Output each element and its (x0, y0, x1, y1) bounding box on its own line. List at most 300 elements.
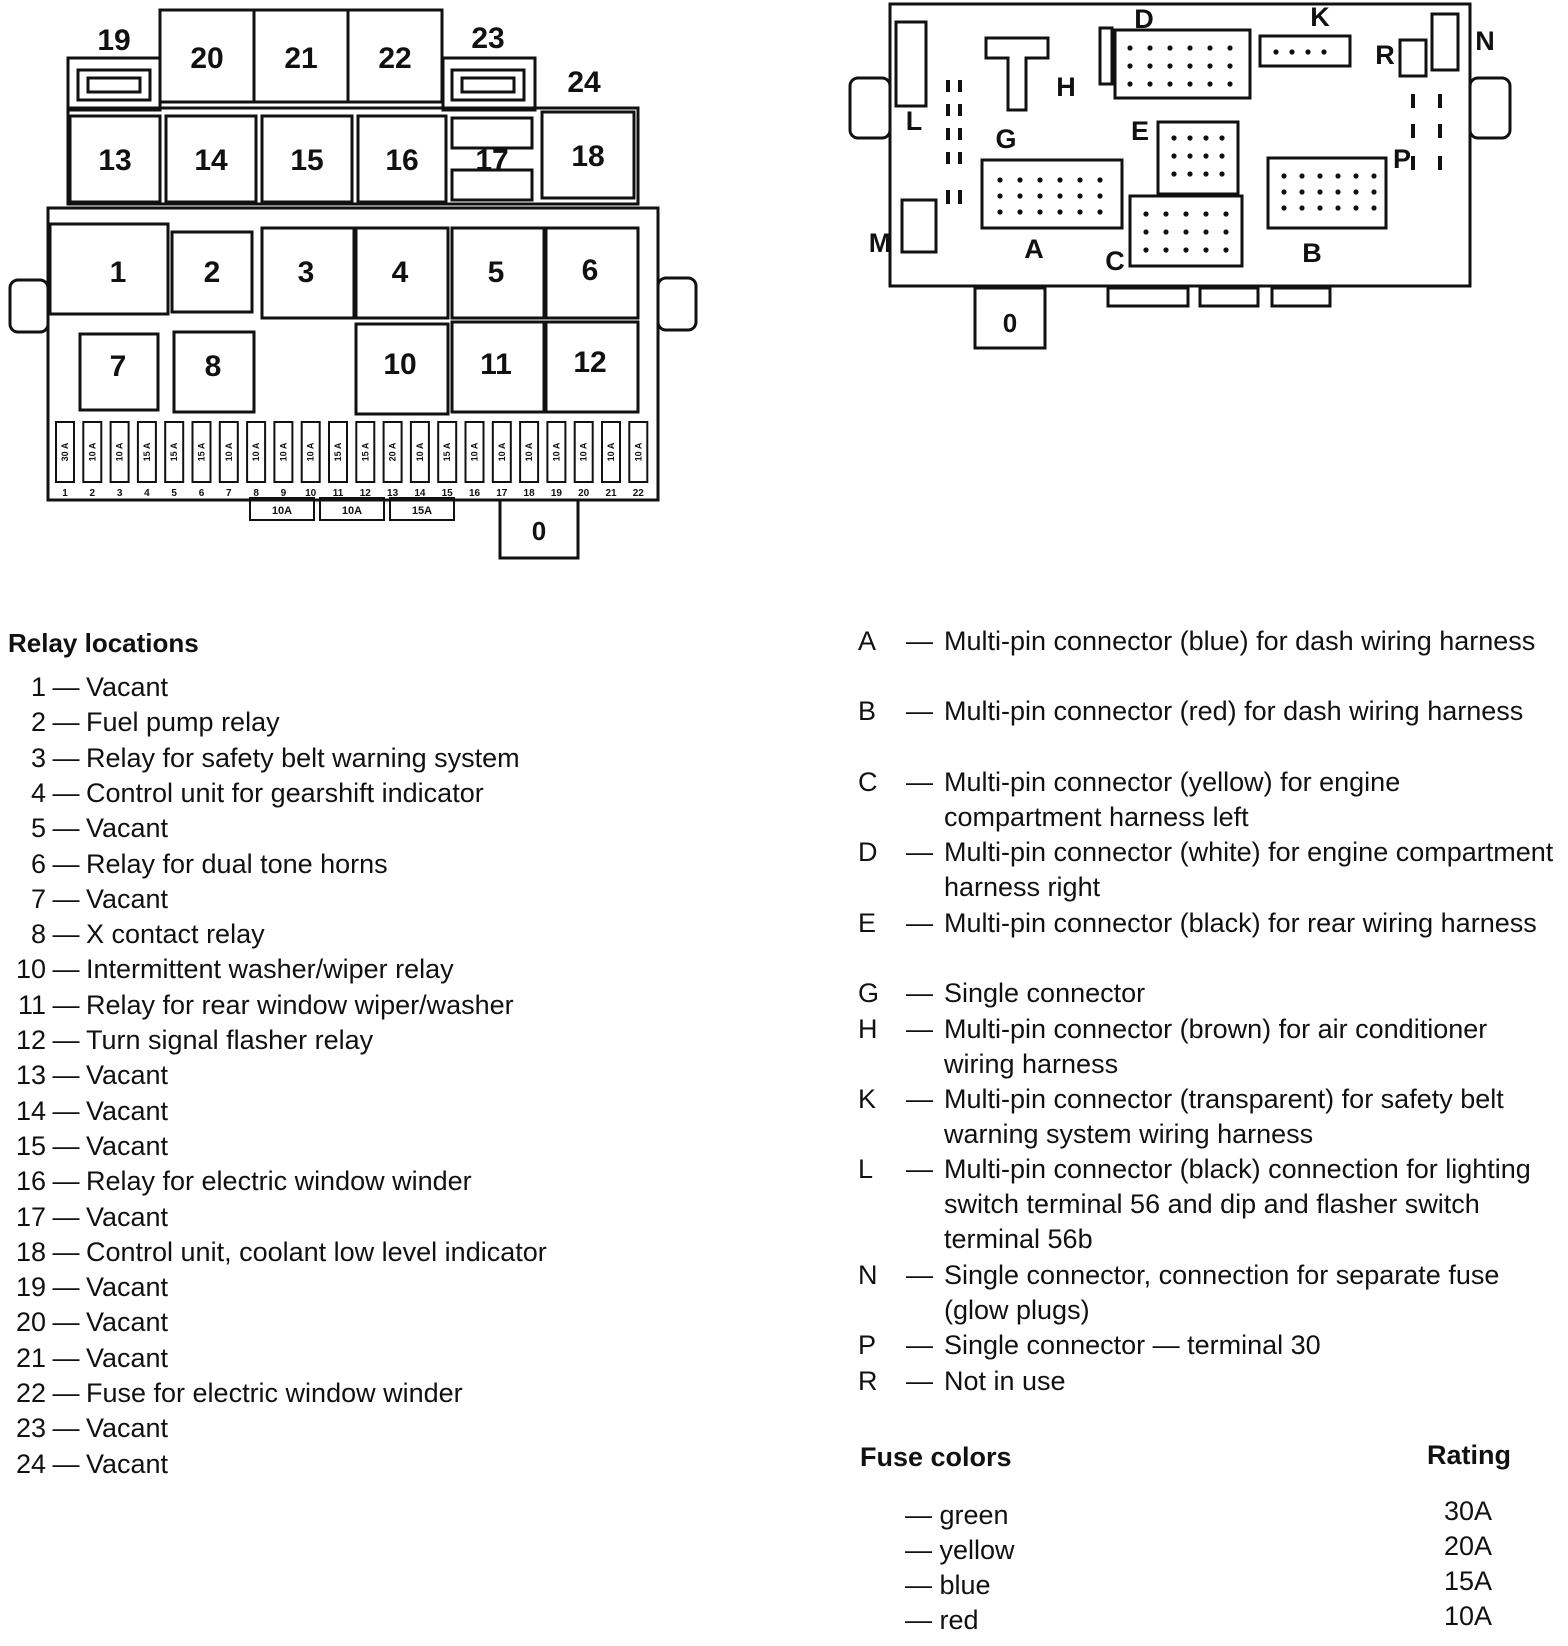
fuse-rating: 10 A (114, 442, 125, 462)
fuse-number: 5 (171, 488, 177, 499)
fuse-number: 4 (144, 488, 150, 499)
dash: — (906, 1084, 933, 1114)
fuse-rating: 10 A (606, 442, 616, 462)
relay-location-number: 12 (15, 1025, 46, 1055)
dash: — (905, 1500, 932, 1530)
fuse-rating: 10 A (496, 442, 507, 462)
dash: — (52, 919, 80, 950)
connector-pin (1183, 247, 1188, 252)
connector-pin (1219, 135, 1224, 140)
fuse-number: 8 (253, 488, 259, 499)
connector-pin (1143, 229, 1148, 234)
connector-pin (1353, 173, 1358, 178)
extra-fuse-label: 10A (341, 505, 363, 517)
connector-pin (997, 193, 1002, 198)
fuse-color-name: green (939, 1500, 1009, 1530)
relay-location-text: Relay for safety belt warning system (86, 742, 520, 773)
connector-pin (1127, 63, 1132, 68)
connector-description: Multi-pin connector (red) for dash wiring harness (944, 696, 1524, 726)
connector-pin (1057, 209, 1062, 214)
connector-letter: N (858, 1260, 878, 1290)
relay-location-text: Vacant (86, 1201, 169, 1232)
connector-pin (1281, 205, 1286, 210)
fuse-number: 18 (523, 488, 535, 499)
relay-location-number: 18 (15, 1236, 46, 1267)
connector-pin (1037, 209, 1042, 214)
relay-location-number: 15 (15, 1130, 46, 1161)
connector-pin (1187, 135, 1192, 140)
fuse-rating: 10 A (223, 442, 234, 462)
connector-pin (1353, 189, 1358, 194)
relay-location-text: Vacant (86, 1095, 169, 1126)
fuse-rating: 15 A (442, 442, 453, 462)
connector-pin (1207, 81, 1212, 86)
fuse-number: 12 (359, 488, 371, 499)
relay-location-text: Vacant (86, 1342, 169, 1373)
dash: — (52, 1025, 80, 1055)
connector-pin (1057, 177, 1062, 182)
relay-location-number: 14 (15, 1095, 46, 1126)
fuse-rating: 15 A (169, 442, 180, 462)
connector-pin (1183, 211, 1188, 216)
relay-location-text: Vacant (86, 1060, 169, 1091)
connector-letter: K (858, 1084, 877, 1114)
relay-location-item (0, 1447, 168, 1482)
connector-pin (1097, 177, 1102, 182)
fuse-rating: 10 A (524, 442, 535, 462)
connector-pin (1187, 63, 1192, 68)
dash: — (52, 672, 80, 702)
relay-location-text: Vacant (86, 1307, 169, 1338)
dash: — (52, 1166, 80, 1197)
fuse-rating-value: 10A (1444, 1601, 1493, 1631)
relay-location-number: 23 (15, 1413, 46, 1444)
fuse-rating: 15 A (333, 442, 343, 462)
connector-letter: E (858, 908, 877, 938)
connector-pin (1127, 45, 1132, 50)
connector-label-k: K (1310, 2, 1330, 32)
relay-location-number: 16 (15, 1166, 46, 1197)
relay-location-item (0, 776, 484, 811)
dash: — (52, 1130, 80, 1161)
connector-pin (1227, 63, 1232, 68)
fuse-number: 19 (550, 488, 562, 499)
relay-location-item (0, 988, 514, 1023)
dash: — (52, 1448, 80, 1479)
relay-label-2: 2 (203, 256, 221, 289)
dash: — (52, 777, 80, 808)
connector-pin (1057, 193, 1062, 198)
fuse-rating: 30 A (60, 442, 70, 462)
relay-location-text: Vacant (86, 1413, 169, 1444)
relay-location-item (0, 952, 454, 987)
relay-location-number: 6 (30, 848, 46, 879)
relay-location-item (0, 811, 168, 846)
relay-location-text: Fuel pump relay (86, 707, 280, 738)
relay-location-text: Vacant (86, 883, 169, 914)
relay-location-text: Turn signal flasher relay (86, 1025, 374, 1055)
fuse-number: 10 (305, 488, 317, 499)
connector-pin (1219, 153, 1224, 158)
connector-pin (1371, 189, 1376, 194)
relay-location-text: Relay for rear window wiper/washer (86, 989, 514, 1020)
dash: — (906, 767, 933, 797)
connector-pin (1143, 247, 1148, 252)
relay-label-16: 16 (385, 144, 419, 177)
connector-description: Multi-pin connector (yellow) for engine compartment harness left (944, 767, 1401, 832)
fuse-rating: 10 A (87, 442, 98, 462)
connector-pin (1353, 205, 1358, 210)
relay-location-number: 2 (30, 707, 46, 738)
connector-pin (1171, 171, 1176, 176)
fuse-color-name: red (939, 1605, 979, 1635)
connector-letter: L (858, 1154, 874, 1184)
relay-location-item (0, 705, 280, 740)
fuse-rating: 10 A (469, 442, 480, 462)
connector-pin (1017, 209, 1022, 214)
connector-pin (1273, 49, 1278, 54)
relay-location-number: 22 (15, 1378, 46, 1408)
dash: — (905, 1570, 932, 1600)
fuse-color-item (905, 1605, 979, 1636)
relay-location-text: Vacant (86, 1130, 169, 1161)
fuse-rating: 10 A (251, 442, 262, 462)
connector-pin (1077, 209, 1082, 214)
fuse-rating: 10 A (414, 442, 425, 462)
connector-pin (1127, 81, 1132, 86)
relay-location-text: Control unit for gearshift indicator (86, 777, 484, 808)
connector-description: Single connector, connection for separate fuse (glow plugs) (944, 1260, 1500, 1325)
dash: — (52, 1272, 80, 1303)
rear-panel-diagram (840, 0, 1530, 360)
connector-letter: C (858, 767, 878, 797)
connector-pin (1167, 81, 1172, 86)
fuse-color-item (905, 1500, 1009, 1531)
connector-pin (1077, 177, 1082, 182)
connector-pin (1317, 205, 1322, 210)
fuse-rating: 10 A (578, 442, 589, 462)
relay-label-1: 1 (109, 256, 127, 289)
dash: — (906, 1260, 933, 1290)
relay-label-7: 7 (109, 350, 127, 383)
fuse-number: 13 (387, 488, 399, 499)
connector-letter: D (858, 837, 878, 867)
connector-label-d: D (1134, 4, 1154, 34)
relay-label-21: 21 (284, 42, 318, 75)
connector-pin (1077, 193, 1082, 198)
relay-label-14: 14 (194, 144, 228, 177)
dash: — (906, 1014, 933, 1044)
connector-pin (1203, 229, 1208, 234)
fuse-number: 1 (62, 488, 68, 499)
connector-description: Not in use (944, 1366, 1066, 1396)
dash: — (52, 1307, 80, 1338)
connector-pin (1203, 153, 1208, 158)
relay-label-23: 23 (471, 22, 505, 55)
connector-pin (1223, 229, 1228, 234)
relay-location-item (0, 1094, 168, 1129)
connector-pin (1163, 211, 1168, 216)
extra-fuse-label: 15A (411, 505, 433, 517)
fuse-number: 7 (226, 488, 232, 499)
connector-pin (997, 177, 1002, 182)
dash: — (906, 837, 933, 867)
dash: — (906, 1330, 933, 1360)
connector-pin (1171, 135, 1176, 140)
fuse-rating: 10 A (278, 442, 289, 462)
connector-pin (1299, 189, 1304, 194)
relay-location-item (0, 1411, 168, 1446)
connector-pin (1305, 49, 1310, 54)
relay-location-text: Relay for electric window winder (86, 1166, 472, 1197)
relay-location-text: Vacant (86, 1272, 169, 1303)
relay-location-text: Fuse for electric window winder (86, 1378, 463, 1408)
dash: — (52, 848, 80, 879)
connector-pin (1281, 173, 1286, 178)
relay-location-text: Relay for dual tone horns (86, 848, 388, 879)
relay-location-item (0, 1058, 168, 1093)
relay-location-number: 10 (15, 954, 46, 985)
connector-pin (1207, 63, 1212, 68)
dash: — (906, 908, 933, 938)
connector-pin (1203, 171, 1208, 176)
relay-location-item (0, 847, 388, 882)
relay-location-item (0, 1376, 463, 1411)
connector-pin (1299, 173, 1304, 178)
fuse-rating: 15 A (360, 442, 371, 462)
connector-pin (1219, 171, 1224, 176)
relay-location-item (0, 670, 168, 705)
dash: — (52, 742, 80, 773)
connector-pin (1097, 193, 1102, 198)
fuse-number: 6 (198, 488, 205, 499)
rear-bottom-tab-label: 0 (1002, 308, 1018, 338)
fuse-rating-value: 15A (1444, 1566, 1493, 1596)
fuse-rating: 20 A (387, 442, 398, 462)
relay-label-24: 24 (567, 66, 601, 99)
connector-pin (1097, 209, 1102, 214)
relay-location-number: 7 (30, 883, 46, 914)
connector-description: Multi-pin connector (black) for rear wiring harness (944, 908, 1537, 938)
relay-location-number: 8 (30, 919, 46, 950)
connector-label-b: B (1302, 238, 1322, 268)
connector-letter: B (858, 696, 877, 726)
connector-description: Single connector (944, 978, 1146, 1008)
connector-pin (1335, 205, 1340, 210)
fuse-rating: 10 A (551, 442, 562, 462)
relay-location-number: 1 (30, 672, 46, 702)
relay-location-item (0, 1305, 168, 1340)
fuse-rating: 10 A (305, 442, 316, 462)
relay-label-13: 13 (98, 144, 132, 177)
connector-description: Multi-pin connector (brown) for air conditioner wiring harness (944, 1014, 1488, 1079)
relay-location-item (0, 741, 520, 776)
fuse-number: 15 (441, 488, 453, 499)
connector-pin (1223, 247, 1228, 252)
dash: — (906, 626, 933, 656)
connector-description: Multi-pin connector (transparent) for safety belt warning system wiring harness (944, 1084, 1504, 1149)
dash: — (52, 1095, 80, 1126)
dash: — (906, 1154, 933, 1184)
fuse-rating: 10 A (633, 442, 644, 462)
fuse-rating-value: 20A (1444, 1531, 1493, 1561)
connector-label-r: R (1375, 40, 1395, 70)
connector-letter: P (858, 1330, 877, 1360)
fuse-strip (56, 422, 647, 499)
dash: — (52, 883, 80, 914)
bottom-tab-label: 0 (531, 516, 547, 546)
fuse-rating-value: 30A (1444, 1496, 1493, 1526)
dash: — (905, 1535, 932, 1565)
relay-location-number: 19 (15, 1272, 46, 1303)
relay-label-10: 10 (383, 348, 417, 381)
connector-pin (1299, 205, 1304, 210)
relay-locations-title: Relay locations (8, 628, 199, 658)
dash: — (52, 1236, 80, 1267)
connector-description: Multi-pin connector (blue) for dash wiring harness (944, 626, 1536, 656)
fuse-number: 17 (496, 488, 508, 499)
fuse-number: 14 (414, 488, 426, 499)
connector-pin (1317, 189, 1322, 194)
dash: — (906, 696, 933, 726)
fuse-number: 21 (605, 488, 617, 499)
relay-label-6: 6 (581, 254, 599, 287)
fuse-rating: 15 A (196, 442, 207, 462)
relay-location-number: 13 (15, 1060, 46, 1091)
fuse-number: 9 (280, 488, 287, 499)
fuse-color-item (905, 1535, 1015, 1566)
relay-location-item (0, 1341, 168, 1376)
fuse-number: 2 (89, 488, 96, 499)
connector-pin (1371, 173, 1376, 178)
relay-label-17: 17 (475, 144, 509, 177)
connector-pin (1187, 171, 1192, 176)
connector-letter: G (858, 978, 880, 1008)
dash: — (52, 1201, 80, 1232)
connector-pin (1335, 189, 1340, 194)
relay-location-item (0, 1200, 168, 1235)
dash: — (52, 1378, 80, 1408)
connector-letter: H (858, 1014, 878, 1044)
fuse-color-name: blue (939, 1570, 991, 1600)
relay-location-item (0, 1164, 472, 1199)
relay-label-11: 11 (480, 348, 512, 381)
connector-pin (1143, 211, 1148, 216)
dash: — (52, 1060, 80, 1091)
connector-pin (997, 209, 1002, 214)
relay-label-19: 19 (97, 24, 131, 57)
relay-label-8: 8 (204, 350, 222, 383)
connector-pin (1187, 81, 1192, 86)
relay-location-item (0, 1023, 373, 1058)
connector-pin (1187, 153, 1192, 158)
relay-location-text: Vacant (86, 813, 169, 844)
relay-label-3: 3 (297, 256, 315, 289)
relay-location-text: Intermittent washer/wiper relay (86, 954, 454, 985)
relay-label-12: 12 (573, 346, 607, 379)
connector-label-g: G (995, 124, 1017, 154)
connector-description: Single connector — terminal 30 (944, 1330, 1321, 1360)
connector-description: Multi-pin connector (black) connection for lighting switch terminal 56 and dip and flasher switch terminal 56b (944, 1154, 1531, 1254)
fuse-number: 11 (332, 488, 344, 499)
relay-location-text: Vacant (86, 1448, 169, 1479)
connector-pin (1335, 173, 1340, 178)
connector-pin (1203, 247, 1208, 252)
connector-pin (1147, 81, 1152, 86)
dash: — (906, 978, 933, 1008)
connector-label-a: A (1024, 234, 1044, 264)
connector-pin (1227, 81, 1232, 86)
connector-pin (1223, 211, 1228, 216)
fuse-color-item (905, 1570, 991, 1601)
connector-pin (1227, 45, 1232, 50)
dash: — (905, 1605, 932, 1635)
relay-label-5: 5 (487, 256, 505, 289)
relay-location-item (0, 882, 168, 917)
relay-location-item (0, 1129, 168, 1164)
dash: — (52, 813, 80, 844)
connector-pin (1281, 189, 1286, 194)
relay-label-4: 4 (391, 256, 409, 289)
relay-location-number: 21 (15, 1342, 46, 1373)
dash: — (52, 1413, 80, 1444)
connector-label-e: E (1130, 116, 1150, 146)
fuse-colors-title: Fuse colors (860, 1442, 1012, 1472)
connector-pin (1171, 153, 1176, 158)
fuse-color-name: yellow (939, 1535, 1015, 1565)
relay-location-number: 17 (15, 1201, 46, 1232)
connector-pin (1163, 247, 1168, 252)
connector-pin (1037, 193, 1042, 198)
connector-pin (1321, 49, 1326, 54)
relay-location-number: 4 (30, 777, 46, 808)
connector-label-l: L (905, 106, 923, 136)
relay-label-22: 22 (378, 42, 412, 75)
fuse-number: 16 (468, 488, 481, 499)
dash: — (906, 1366, 933, 1396)
connector-pin (1017, 177, 1022, 182)
connector-letter: R (858, 1366, 878, 1396)
fuse-number: 3 (116, 488, 123, 499)
connector-pin (1167, 45, 1172, 50)
connector-label-h: H (1056, 72, 1076, 102)
extra-fuse-label: 10A (271, 505, 293, 517)
relay-location-number: 5 (30, 813, 46, 844)
fuse-number: 22 (632, 488, 644, 499)
connector-pin (1147, 63, 1152, 68)
connector-pin (1187, 45, 1192, 50)
dash: — (52, 707, 80, 738)
relay-location-number: 24 (15, 1448, 46, 1479)
connector-pin (1037, 177, 1042, 182)
relay-label-20: 20 (190, 42, 224, 75)
relay-label-18: 18 (571, 140, 605, 173)
relay-location-item (0, 1235, 547, 1270)
connector-pin (1147, 45, 1152, 50)
dash: — (52, 989, 80, 1020)
connector-label-n: N (1475, 26, 1495, 56)
connector-letter: A (858, 626, 877, 656)
connector-pin (1183, 229, 1188, 234)
dash: — (52, 1342, 80, 1373)
connector-label-m: M (868, 228, 892, 258)
connector-label-p: P (1392, 144, 1412, 174)
fuse-number: 20 (578, 488, 590, 499)
connector-pin (1207, 45, 1212, 50)
relay-label-15: 15 (290, 144, 324, 177)
relay-location-item (0, 917, 265, 952)
connector-label-c: C (1105, 246, 1125, 276)
